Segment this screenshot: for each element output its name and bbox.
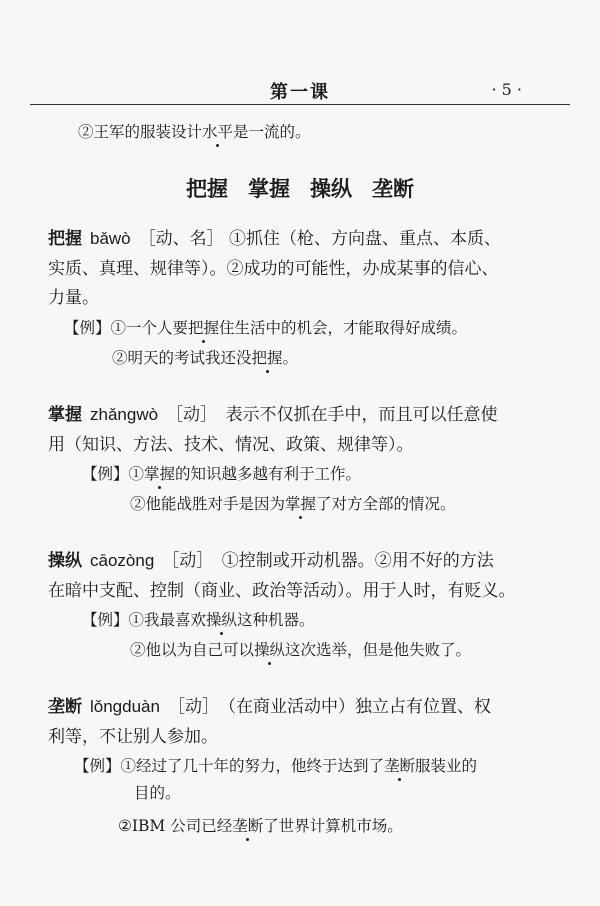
definition-line: 利等，不让别人参加。 [48, 727, 218, 747]
emphasized-word: 把握 [188, 316, 219, 338]
entry-headline [48, 692, 491, 717]
emphasized-word: 操纵 [254, 638, 285, 660]
example-text: ②明天的考试我还没 [112, 349, 252, 367]
page-number: · 5 · [491, 80, 522, 99]
example-line [130, 638, 471, 660]
entry-pos: ［动、名］ [138, 229, 224, 249]
entry-term: 垄断 [48, 697, 82, 717]
example-label: 【例】 [74, 757, 121, 775]
header-rule [30, 104, 570, 105]
entry-pinyin: cāozòng [90, 551, 155, 570]
section-word: 垄断 [372, 177, 414, 201]
entry-headline [48, 224, 501, 249]
example-text: 。 [282, 349, 299, 367]
example-line [82, 608, 315, 630]
emphasized-word: 掌握 [144, 462, 175, 484]
example-text: 这次选举，但是他失败了。 [285, 641, 472, 659]
example-text: ②王军的服装设计 [78, 123, 203, 141]
definition-line: 实质、真理、规律等）。②成功的可能性，办成某事的信心、 [48, 259, 499, 279]
example-label: 【例】 [82, 611, 129, 629]
section-word: 掌握 [248, 177, 290, 201]
emphasized-word: 垄断 [384, 754, 415, 776]
example-label: 【例】 [64, 319, 111, 337]
emphasized-word: 水平 [202, 120, 233, 142]
example-text: ②他以为自己可以 [130, 641, 255, 659]
example-text: ②IBM 公司已经 [118, 817, 233, 835]
entry-pos: ［动］ [167, 697, 211, 717]
example-text: 的知识越多越有利于工作。 [175, 465, 362, 483]
example-text: 住生活中的机会，才能取得好成绩。 [219, 319, 468, 337]
definition-line: 力量。 [48, 288, 99, 308]
example-text: ①我最喜欢 [128, 611, 207, 629]
example-text: 了对方全部的情况。 [316, 495, 456, 513]
definition-line: 在暗中支配、控制（商业、政治等活动）。用于人时，有贬义。 [48, 581, 516, 601]
entry-term: 掌握 [48, 405, 82, 425]
entry-pos: ［动］ [162, 551, 205, 571]
definition-line: ①抓住（枪、方向盘、重点、本质、 [229, 229, 502, 249]
entry-headline [48, 546, 494, 571]
intro-example [78, 120, 311, 142]
entry-pinyin: bǎwò [90, 229, 131, 248]
example-text: 是一流的。 [233, 123, 311, 141]
example-line [112, 346, 298, 368]
example-text: ①经过了几十年的努力，他终于达到了 [120, 757, 385, 775]
entry-pinyin: lǒngduàn [90, 697, 160, 716]
example-line [64, 316, 467, 338]
section-word: 操纵 [310, 177, 352, 201]
example-text: 服装业的 [415, 757, 478, 775]
definition-line: ①控制或开动机器。②用不好的方法 [221, 551, 494, 571]
example-label: 【例】 [82, 465, 129, 483]
example-text: ① [128, 465, 145, 483]
example-line [82, 462, 361, 484]
definition-line: 表示不仅抓在手中，而且可以任意使 [225, 405, 498, 425]
chapter-title: 第一课 [270, 82, 330, 103]
definition-line: （在商业活动中）独立占有位置、权 [227, 697, 491, 717]
example-text: ②他能战胜对手是因为 [130, 495, 286, 513]
entry-headline [48, 400, 498, 425]
entry-pinyin: zhǎngwò [90, 405, 159, 424]
entry-term: 操纵 [48, 551, 82, 571]
example-text: 了世界计算机市场。 [263, 817, 403, 835]
example-line [130, 492, 456, 514]
example-text: 这种机器。 [237, 611, 315, 629]
definition-line: 用（知识、方法、技术、情况、政策、规律等）。 [48, 435, 414, 455]
emphasized-word: 把握 [252, 346, 283, 368]
section-title [0, 173, 600, 203]
entry-pos: ［动］ [166, 405, 209, 425]
example-text: 目的。 [134, 784, 181, 802]
emphasized-word: 操纵 [206, 608, 237, 630]
example-line [74, 754, 477, 776]
emphasized-word: 掌握 [285, 492, 316, 514]
emphasized-word: 垄断 [232, 814, 263, 836]
section-word: 把握 [186, 177, 228, 201]
example-line [118, 814, 403, 836]
entry-term: 把握 [48, 229, 82, 249]
example-text: ①一个人要 [110, 319, 189, 337]
